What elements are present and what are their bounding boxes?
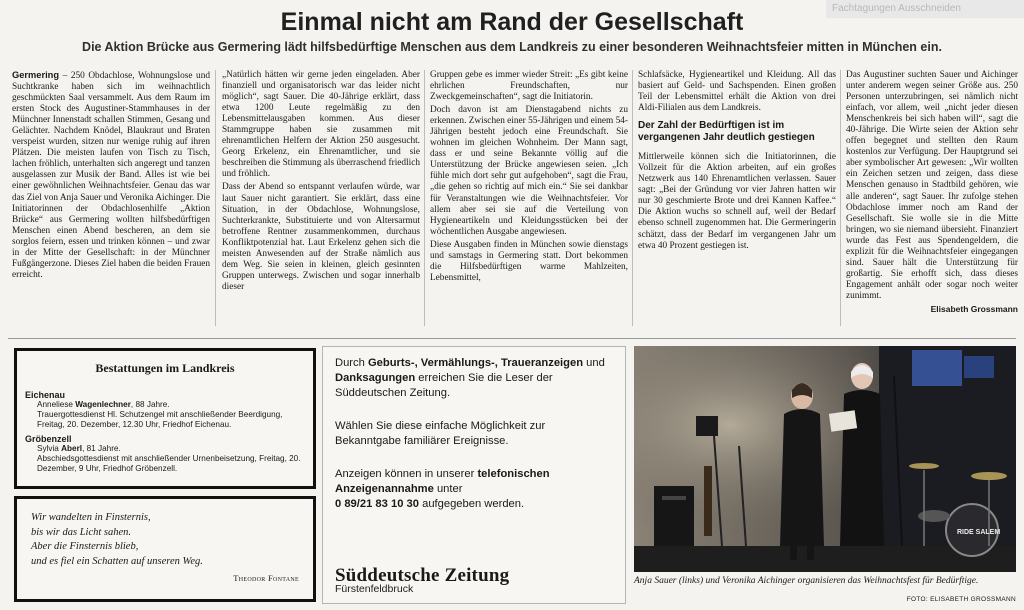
article-paragraph: „Natürlich hätten wir gerne jeden eingeladen. Aber finanziell und organisatorisch war das leider nicht möglich“, sagt Sauer. Die 40-Jährige erklärt, dass etwa 1200 Leute regelmäßig zu den Lebensmittelausgaben kommen. Aus dieser Stammgruppe haben sie zusammen mit ehrenamtlichen Helfern der Aktion 250 ausgesucht. Georg Erkelenz, ein Ehrenamtlicher, und sie beschreiben die Stimmung als überraschend friedlich und fröhlich. [222, 70, 420, 180]
article-column-4 [638, 70, 836, 332]
funerals-title: Bestattungen im Landkreis [95, 361, 235, 375]
event-photo [634, 346, 1016, 572]
article-column-1 [12, 70, 210, 332]
ad-paragraph: Wählen Sie diese einfache Möglichkeit zur Bekanntgabe familiärer Ereignisse. [335, 420, 546, 447]
funeral-entry: Anneliese Wagenlechner, 88 Jahre. Trauergottesdienst Hl. Schutzengel mit anschließender Beerdigung, Freitag, 20. Dezember, 12.30 Uhr, Friedhof Eichenau. [37, 400, 283, 429]
article-column-3 [430, 70, 628, 332]
column-divider [840, 70, 841, 326]
article-paragraph: Diese Ausgaben finden in München sowie dienstags und samstags in Germering statt. Dort bekommen die Hilfsbedürftigen warme Mahlzeiten, Lebensmittel, [430, 239, 628, 283]
column-divider [632, 70, 633, 326]
poem-line: Wir wandelten in Finsternis, [31, 512, 151, 523]
horizontal-rule [8, 338, 1016, 339]
funeral-town: Gröbenzell [25, 434, 72, 444]
funeral-details: Abschiedsgottesdienst mit anschließender Urnenbeisetzung, Freitag, 20. Dezember, 9 Uhr, Friedhof Gröbenzell. [37, 454, 301, 473]
article-text: – 250 Obdachlose, Wohnungslose und Suchtkranke haben sich im weihnachtlich geschmückten Saal versammelt. Aus dem Raum im ersten Stock des Augustiner-Stammhauses in der Münchner Innenstadt schallen Stimmen, Gesang und Gelächter. Nachdem Knödel, Blaukraut und Braten verspeist wurden, sitzen nur wenige ruhig auf ihren Plätzen. Die meisten laufen von Tisch zu Tisch, lachen fröhlich, unterhalten sich angeregt und tanzen ausgelassen zur Musik der Band. Alles ist wie bei einer gewöhnlichen Weihnachtsfeier. Genau das war das Ziel von Anja Sauer und Veronika Aichinger. Die Initiatorinnen der Obdachlosenhilfe „Aktion Brücke“ aus Germering wollten hilfsbedürftigen Menschen einen Abend bescheren, an dem sie sorglos feiern, essen und trinken können – und zwar in der Mitte der Gesellschaft: in der Münchner Fußgängerzone. Dieses Ziel haben die beiden Frauen erreicht. [12, 71, 210, 280]
article-column-5 [846, 70, 1018, 332]
funerals-box [14, 348, 316, 489]
ad-paragraph: Durch Geburts-, Vermählungs-, Traueranzeigen und Danksagungen erreichen Sie die Leser der Süddeutschen Zeitung. [335, 357, 605, 399]
drum-logo-text: RIDE SALEM [957, 529, 1001, 536]
poem-line: und es fiel ein Schatten auf unseren Weg. [31, 555, 203, 567]
article-paragraph: Mittlerweile können sich die Initiatorinnen, die Vollzeit für die Aktion arbeiten, auf ein großes Netzwerk aus 140 Ehrenamtlichen verlassen. Sauer sagt: „Bei der Gründung vor vier Jahren hatten wir nur 30 geschmierte Brote und drei Kannen Kaffee.“ Die Aktion wuchs so schnell auf, weil der Bedarf ebenso schnell zugenommen hat. Die Germeringerin schätzt, dass der Bedarf im vergangenen Jahr um etwa 40 Prozent gestiegen ist. [638, 152, 836, 251]
deceased-name: Aberl [61, 444, 83, 453]
photo-caption: Anja Sauer (links) und Veronika Aichinger organisieren das Weihnachtsfest für Bedürftige. [634, 576, 979, 586]
quote-box [14, 496, 316, 602]
article-paragraph: Gruppen gebe es immer wieder Streit: „Es gibt keine ehrlichen Freundschaften, nur Zweckgemeinschaften“, sagt die Initiatorin. [430, 70, 628, 103]
poem [31, 511, 299, 569]
dateline: Germering [12, 70, 60, 80]
article-paragraph: Dass der Abend so entspannt verlaufen würde, war laut Sauer nicht garantiert. Sie erklärt, dass eine Situation, in der Obdachlose, Wohnungslose, Suchterkrankte, Substituierte und von Altersarmut betroffene Rentner zusammenkommen, durchaus Konfliktpotenzial hat. Laut Erkelenz gehen sich die meisten Anwesenden auf der Straße nämlich aus dem Weg. Sie seien in kleinen, gleich gesinnten Gruppen unterwegs. Zwischen und sogar innerhalb dieser [222, 182, 420, 292]
poem-line: Aber die Finsternis blieb, [31, 541, 139, 552]
author-byline: Elisabeth Grossmann [930, 303, 1018, 314]
article-column-2 [222, 70, 420, 332]
event-photo-illustration [634, 346, 1016, 572]
ad-paragraph: Anzeigen können in unserer telefonischen Anzeigenannahme unter 0 89/21 83 10 30 aufgegeben werden. [335, 468, 550, 510]
poem-line: bis wir das Licht sahen. [31, 526, 132, 538]
article-paragraph: Schlafsäcke, Hygieneartikel und Kleidung. All das basiert auf Geld- und Sachspenden. Einen großen Teil der Lebensmittel erhält die Aktion von drei Aldi-Filialen aus dem Landkreis. [638, 70, 836, 114]
funeral-town: Eichenau [25, 390, 66, 400]
sz-logo-subtitle: Fürstenfeldbruck [335, 583, 414, 595]
subheadline: Die Aktion Brücke aus Germering lädt hilfsbedürftige Menschen aus dem Landkreis zu einer besonderen Weihnachtsfeier mitten in München ein. [82, 40, 942, 54]
top-right-faint-strip: Fachtagungen Ausschneiden [826, 0, 1024, 18]
funeral-entry: Sylvia Aberl, 81 Jahre. Abschiedsgottesdienst mit anschließender Urnenbeisetzung, Freitag, 20. Dezember, 9 Uhr, Friedhof Gröbenzell. [37, 444, 301, 473]
headline: Einmal nicht am Rand der Gesellschaft [280, 8, 744, 36]
sz-advertisement [322, 346, 626, 604]
poet-name: Theodor Fontane [233, 573, 299, 583]
article-subheading: Der Zahl der Bedürftigen ist im vergangenen Jahr deutlich gestiegen [638, 120, 815, 144]
deceased-name: Wagenlechner [75, 400, 131, 409]
photo-credit: FOTO: ELISABETH GROSSMANN [906, 596, 1016, 603]
phone-number: 0 89/21 83 10 30 [335, 498, 419, 510]
article-paragraph: Das Augustiner suchten Sauer und Aichinger unter anderem wegen seiner Größe aus. 250 Personen unterzubringen, sei nämlich nicht einfach, vor allem, weil „nicht jeder diesen Menschenkreis bei sich haben will“, sagt die 40-Jährige. Die Wirte seien der Aktion sehr offen begegnet und stellten den Raum kostenlos zur Verfügung. Der Hauptgrund sei aber symbolischer Art gewesen: „Wir wollten ein Zeichen setzen und zeigen, dass diese Menschen genauso in Stadtbild gehören, wie alle anderen“, sagt Sauer. Ihr zufolge stehen Obdachlose immer noch am Rand der Gesellschaft. Sie wolle sie in die Mitte bringen, wo sie niemand übersieht. Finanziert wurde das Fest aus Spendengeldern, die explizit für die Weihnachtsfeier eingegangen sind. Sauer hält die Unterstützung für großartig. Sie erhofft sich, dass dieses Engagement anhält oder sogar noch weiter zunimmt. [846, 70, 1018, 301]
funeral-details: Trauergottesdienst Hl. Schutzengel mit anschließender Beerdigung, Freitag, 20. Dezember, 12.30 Uhr, Friedhof Eichenau. [37, 410, 283, 429]
column-divider [424, 70, 425, 326]
sz-logo: Süddeutsche Zeitung [335, 565, 510, 586]
column-divider [215, 70, 216, 326]
article-paragraph: Doch davon ist am Dienstagabend nichts zu erkennen. Zwischen einer 55-Jährigen und einem 54-Jährigen besteht jedoch eine Freundschaft. Sie wohnen im gleichen Wohnheim. Der Mann sagt, dass er und seine Bekannte völlig auf die Unterstützung der Brücke angewiesen seien. „Ich fühle mich dort sehr gut aufgehoben“, sagt die Frau, „die gehen so richtig auf mich ein.“ Sie sei dankbar für Veranstaltungen wie die Weihnachtsfeier. Vor allem aber sei sie auf die Verteilung von Hygieneartikeln und Kleidungsstücken bei der wöchentlichen Ausgabe angewiesen. [430, 105, 628, 237]
